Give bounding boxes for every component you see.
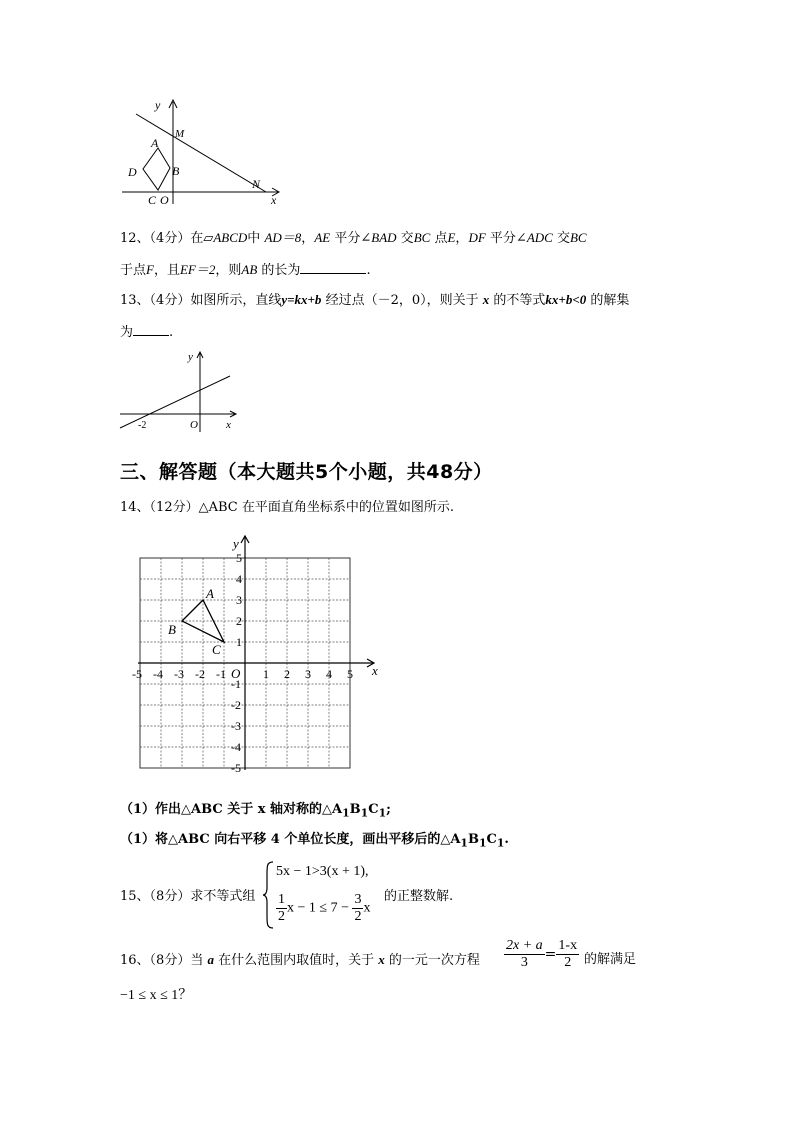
q14-text: △ABC 在平面直角坐标系中的位置如图所示. [198, 500, 454, 515]
x-tick-label: 1 [263, 667, 269, 681]
q12-df: DF [468, 230, 486, 245]
label-c: C [148, 193, 157, 207]
numerator: 3 [354, 892, 362, 907]
q12-text: 交 [556, 231, 570, 246]
subscript: 1 [496, 836, 505, 850]
q15-score: （8分） [149, 889, 191, 904]
q13-answer-blank[interactable] [133, 322, 169, 336]
q15-row2 [276, 892, 370, 925]
q14-sub-number: （1） [120, 802, 156, 817]
subscript: 1 [478, 836, 487, 850]
q12-f: F [146, 262, 154, 277]
q13-line2 [120, 322, 173, 341]
x-axis-label: x [372, 663, 378, 678]
q14-sub1 [120, 802, 391, 822]
q14-score: （12分） [149, 500, 199, 515]
q15-text: 求不等式组 [190, 889, 256, 904]
x-tick-label: 2 [284, 667, 290, 681]
fraction [276, 892, 287, 925]
y-tick-label: 4 [236, 572, 242, 586]
y-tick-label: -3 [231, 719, 241, 733]
q14-sub-text: C [368, 802, 379, 817]
q15-row2-text: x − 1 ≤ 7 − [287, 900, 349, 916]
q12-text: 交 [400, 231, 414, 246]
subscript: 1 [360, 806, 369, 820]
q16-score: （8分） [149, 953, 191, 968]
origin-label: O [231, 666, 241, 681]
q12-text: ， [455, 231, 469, 246]
q12-abcd: ABCD [213, 230, 248, 245]
q15-tail: 的正整数解. [384, 889, 454, 904]
label-o: O [190, 419, 198, 431]
figure-line-kx-b [118, 348, 242, 432]
q14-sub-number: （1） [120, 832, 156, 847]
q13-text: 的解集 [590, 293, 630, 308]
q12-ef: EF＝2 [179, 262, 216, 277]
y-tick-label: -5 [231, 761, 241, 775]
q14-line1 [120, 500, 454, 516]
numerator: 1 [278, 892, 285, 907]
subscript: 1 [378, 806, 387, 820]
q13-text: 为 [120, 325, 134, 340]
q13-text: 的不等式 [493, 293, 546, 308]
q12-text: 点 [434, 231, 448, 246]
label-o: O [160, 193, 169, 207]
q16-a: a [207, 952, 214, 967]
x-tick-label: 3 [305, 667, 311, 681]
figure-rhombus-line [118, 96, 288, 208]
q13-text: . [169, 325, 174, 340]
q16-tail: 的解满足 [584, 952, 637, 967]
parallelogram-symbol: ▱ [203, 231, 214, 246]
q16-x: x [378, 952, 385, 967]
numerator: 1-x [558, 938, 578, 953]
q13-text: 经过点（－2，0），则关于 [325, 293, 479, 308]
vertex-c-label: C [212, 642, 221, 657]
denominator: 2 [278, 909, 285, 924]
fraction [504, 938, 545, 971]
subscript: 1 [460, 836, 468, 850]
vertex-b-label: B [168, 622, 176, 637]
q16-line2: −1 ≤ x ≤ 1？ [120, 988, 193, 1003]
x-tick-label: 4 [326, 667, 332, 681]
q16-text: 的一元一次方程 [388, 953, 480, 968]
y-axis-label: y [233, 536, 239, 551]
q12-bc: BC [569, 230, 587, 245]
q12-text: ， [301, 231, 315, 246]
q13-inequality: kx+b<0 [545, 292, 587, 307]
line-kx-b [120, 376, 230, 428]
q12-ae: AE [314, 230, 331, 245]
q16-line1 [120, 952, 480, 969]
denominator: 3 [520, 955, 528, 970]
q14-sub-text: B [467, 832, 479, 847]
label-neg2: -2 [138, 420, 147, 431]
q16-text: 在什么范围内取值时，关于 [218, 953, 375, 968]
q12-text: ，且 [153, 263, 180, 278]
label-m: M [175, 128, 185, 140]
q12-text: 的长为 [261, 263, 301, 278]
rhombus-abcd [143, 148, 170, 190]
y-tick-label: 3 [236, 593, 242, 607]
q12-number: 12、 [120, 231, 150, 246]
denominator: 2 [354, 909, 362, 924]
q12-ab: AB [241, 262, 258, 277]
section-heading: 三、解答题（本大题共5个小题，共48分） [120, 461, 493, 483]
q13-line1 [120, 292, 629, 309]
q12-text: 中 [247, 231, 261, 246]
y-tick-label: -2 [231, 698, 241, 712]
q15-row2-text: x [363, 900, 371, 916]
q14-sub-text: ; [386, 802, 391, 817]
subscript: 1 [342, 806, 350, 820]
y-tick-label: 5 [236, 551, 242, 565]
fraction [556, 938, 579, 971]
q12-bc: BC [413, 230, 431, 245]
q12-text: ，则 [215, 263, 242, 278]
y-tick-label: -1 [231, 677, 241, 691]
x-tick-label: -4 [153, 667, 163, 681]
y-tick-label: -4 [231, 740, 241, 754]
q14-sub-text: B [349, 802, 361, 817]
numerator: 2x + a [506, 938, 543, 953]
q12-line1 [120, 230, 587, 247]
brace-icon [262, 860, 276, 930]
line-mn [136, 114, 266, 192]
label-d: D [128, 165, 137, 179]
label-y: y [155, 98, 161, 112]
label-a: A [151, 136, 159, 150]
coordinate-grid [128, 530, 378, 778]
q15-row1: 5x − 1>3(x + 1), [276, 864, 369, 879]
q12-ad: AD＝8 [264, 230, 302, 245]
q16-equation [504, 938, 579, 971]
x-tick-label: 5 [347, 667, 353, 681]
q12-e: E [447, 230, 456, 245]
q12-text: 平分∠ [489, 231, 527, 246]
q14-sub2 [120, 832, 509, 852]
y-tick-label: 1 [236, 635, 242, 649]
q14-sub-text: 将△ABC 向右平移 4 个单位长度，画出平移后的△A [155, 832, 461, 847]
x-tick-label: -2 [195, 667, 205, 681]
q16-text: 当 [190, 953, 204, 968]
q14-sub-text: . [504, 832, 509, 847]
label-y: y [188, 351, 193, 363]
q14-sub-text: 作出△ABC 关于 x 轴对称的△A [155, 802, 343, 817]
x-tick-label: -3 [174, 667, 184, 681]
q12-text: . [366, 263, 371, 278]
q13-score: （4分） [149, 293, 191, 308]
label-x: x [226, 419, 231, 431]
denominator: 2 [564, 955, 572, 970]
equals-sign: = [544, 946, 557, 963]
label-n: N [252, 177, 261, 191]
q12-score: （4分） [149, 231, 191, 246]
q13-x: x [482, 292, 490, 307]
q16-number: 16、 [120, 953, 150, 968]
y-tick-label: 2 [236, 614, 242, 628]
label-x: x [271, 193, 277, 207]
q13-number: 13、 [120, 293, 150, 308]
q15-number: 15、 [120, 889, 150, 904]
label-b: B [172, 164, 180, 178]
x-tick-label: -5 [132, 667, 142, 681]
q12-adc: ADC [526, 230, 553, 245]
q12-text: 在 [190, 231, 204, 246]
q12-text: 平分∠ [334, 231, 372, 246]
q13-equation: y=kx+b [281, 292, 322, 307]
q12-line2 [120, 260, 371, 279]
q14-sub-text: C [486, 832, 497, 847]
q15-label [120, 889, 255, 905]
q12-bad: BAD [371, 230, 397, 245]
q12-text: 于点 [120, 263, 147, 278]
vertex-a-label: A [206, 586, 214, 601]
q14-number: 14、 [120, 500, 150, 515]
q12-answer-blank[interactable] [300, 260, 366, 274]
x-tick-label: -1 [216, 667, 226, 681]
q13-text: 如图所示，直线 [190, 293, 282, 308]
fraction [352, 892, 363, 925]
